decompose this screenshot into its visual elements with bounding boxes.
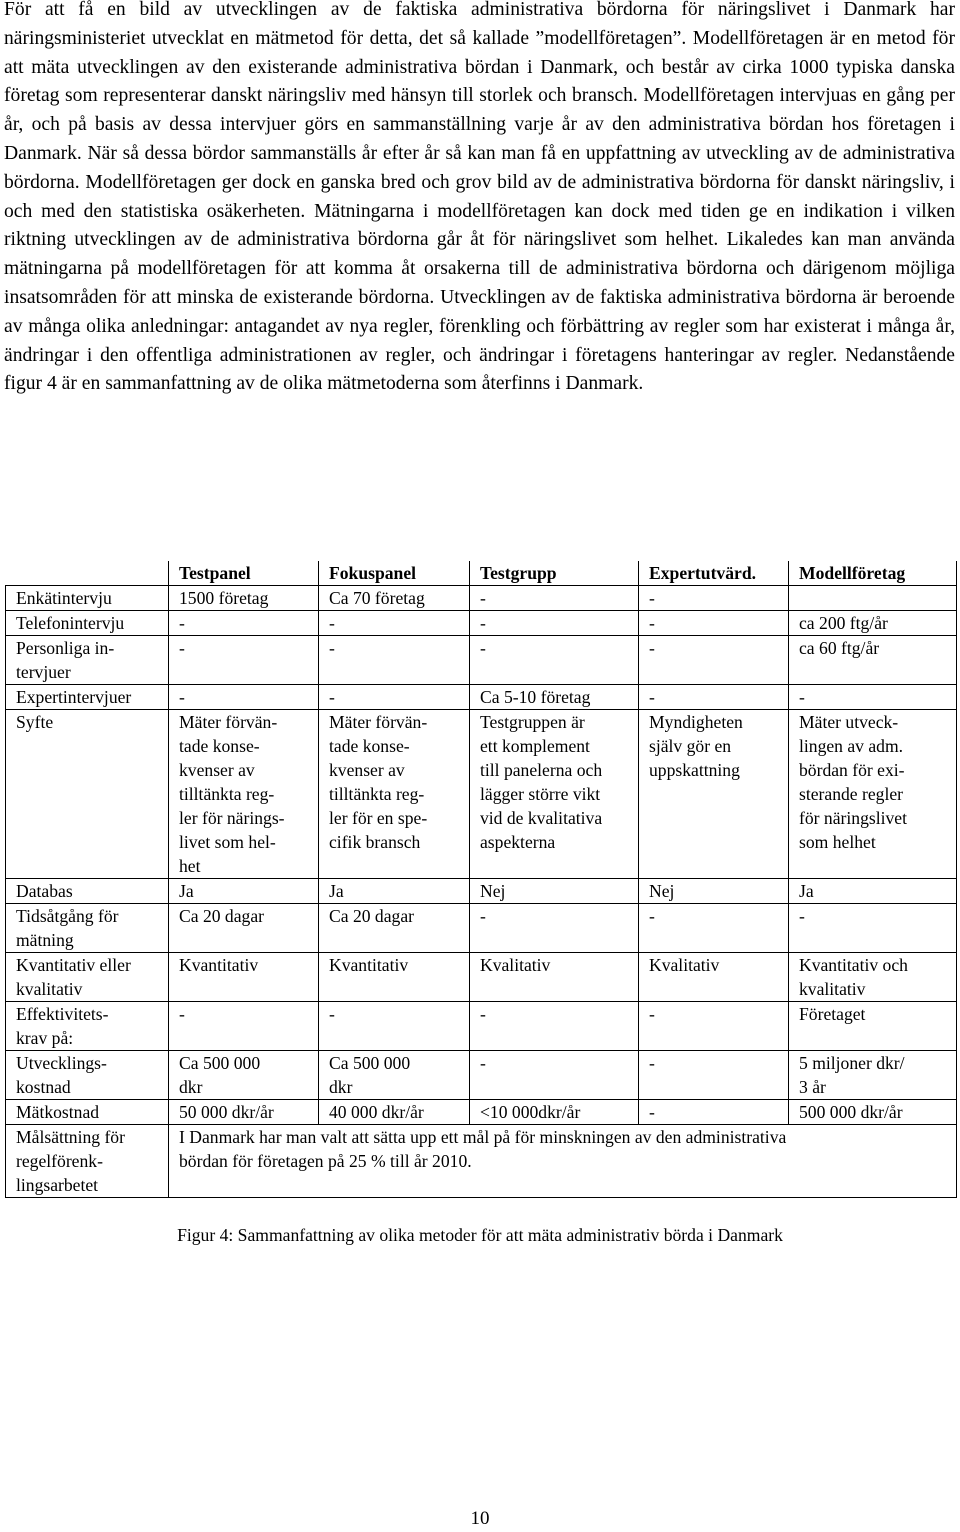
row-label-cell: Databas [6,879,169,904]
table-cell: ca 60 ftg/år [789,636,957,685]
table-cell: - [639,1002,789,1051]
table-cell: 5 miljoner dkr/ 3 år [789,1051,957,1100]
table-cell: Kvantitativ och kvalitativ [789,953,957,1002]
table-cell: - [639,1100,789,1125]
table-cell: - [639,904,789,953]
table-cell: - [639,1051,789,1100]
goal-label-cell: Målsättning för regelförenk- lingsarbetet [6,1125,169,1198]
table-cell: - [319,1002,470,1051]
table-cell: - [470,586,639,611]
table-cell: 500 000 dkr/år [789,1100,957,1125]
header-fokuspanel: Fokuspanel [319,561,470,586]
row-label-cell: Syfte [6,710,169,879]
methods-summary-table [5,561,957,1198]
table-cell: - [639,611,789,636]
table-cell: Ca 500 000 dkr [169,1051,319,1100]
table-cell: Mäter utveck- lingen av adm. bördan för exi- sterande regler för näringslivet som helhet [789,710,957,879]
row-label-cell: Telefonintervju [6,611,169,636]
page-number: 10 [470,1508,490,1529]
table-row [6,904,957,953]
header-modellforetag: Modellföretag [789,561,957,586]
table-cell: - [319,611,470,636]
row-label-cell: Kvantitativ eller kvalitativ [6,953,169,1002]
table-cell: Mäter förvän- tade konse- kvenser av tilltänkta reg- ler för en spe- cifik bransch [319,710,470,879]
body-paragraph: För att få en bild av utvecklingen av de faktiska administrativa bördorna för näringslivet i Danmark har näringsministeriet utvecklat en mätmetod för detta, det så kallade ”modellföretagen”. Modellföretagen är en metod för att mäta utvecklingen av den existerande administrativa bördan i Danmark, och består av cirka 1000 typiska danska företag som representerar danskt näringsliv med hänsyn till storlek och bransch. Modellföretagen intervjuas en gång per år, och på basis av dessa intervjuer görs en sammanställning varje år av den administrativa bördan hos företagen i Danmark. När så dessa bördor sammanställs år efter år så kan man få en uppfattning av utveckling av de administrativa bördorna. Modellföretagen ger dock en ganska bred och grov bild av de administrativa bördorna för danskt näringsliv, i och med den statistiska osäkerheten. Mätningarna i modellföretagen kan dock med tiden ge en indikation i vilken riktning utvecklingen av de administrativa bördorna går åt för näringslivet som helhet. Likaledes kan man använda mätningarna på modellföretagen för att komma åt orsakerna till de administrativa bördorna och därigenom möjliga insatsområden för att minska de existerande bördorna. Utvecklingen av de faktiska administrativa bördorna är beroende av många olika anledningar: antagandet av nya regler, förenkling och förbättring av regler som har existerat i många år, ändringar i den offentliga administrationen av regler, och ändringar i företagens hanteringar av regler. Nedanstående figur 4 är en sammanfattning av de olika mätmetoderna som återfinns i Danmark. [4,0,955,395]
table-cell: - [470,1051,639,1100]
table-cell: - [470,904,639,953]
table-cell: - [169,685,319,710]
header-corner-cell [6,561,169,586]
row-label-cell: Tidsåtgång för mätning [6,904,169,953]
table-cell: Nej [470,879,639,904]
table-cell: - [169,611,319,636]
table-header-row [6,561,957,586]
table-cell: Ca 20 dagar [319,904,470,953]
table-cell: - [169,636,319,685]
table-cell: 1500 företag [169,586,319,611]
table-cell: Testgruppen är ett komplement till panelerna och lägger större vikt vid de kvalitativa aspekterna [470,710,639,879]
table-body [6,586,957,1198]
table-cell: - [319,636,470,685]
row-label-cell: Enkätintervju [6,586,169,611]
table-row [6,1051,957,1100]
row-label-cell: Effektivitets- krav på: [6,1002,169,1051]
goal-row [6,1125,957,1198]
table-row [6,636,957,685]
table-cell: Ja [789,879,957,904]
table-row [6,586,957,611]
table-cell: - [789,685,957,710]
table-cell: - [470,611,639,636]
table-cell [789,586,957,611]
table-row [6,685,957,710]
table-cell: Kvantitativ [169,953,319,1002]
table-cell: Ja [319,879,470,904]
table-row [6,1002,957,1051]
row-label-cell: Mätkostnad [6,1100,169,1125]
row-label-cell: Utvecklings- kostnad [6,1051,169,1100]
table-cell: - [789,904,957,953]
goal-text-cell: I Danmark har man valt att sätta upp ett mål på för minskningen av den administrativa bördan för företagen på 25 % till år 2010. [169,1125,957,1198]
table-cell: Kvantitativ [319,953,470,1002]
table-cell: - [639,586,789,611]
header-testgrupp: Testgrupp [470,561,639,586]
table-row [6,710,957,879]
table-row [6,879,957,904]
table-cell: Ca 20 dagar [169,904,319,953]
table-cell: Kvalitativ [470,953,639,1002]
table-cell: - [470,636,639,685]
table-cell: <10 000dkr/år [470,1100,639,1125]
header-testpanel: Testpanel [169,561,319,586]
figure-caption: Figur 4: Sammanfattning av olika metoder för att mäta administrativ börda i Danmark [177,1225,783,1245]
table-row [6,953,957,1002]
table-cell: Nej [639,879,789,904]
table-cell: Ca 70 företag [319,586,470,611]
table-cell: - [639,636,789,685]
table-cell: Ja [169,879,319,904]
header-expertutvard: Expertutvärd. [639,561,789,586]
row-label-cell: Expertintervjuer [6,685,169,710]
table-cell: - [639,685,789,710]
row-label-cell: Personliga in- tervjuer [6,636,169,685]
table-cell: Företaget [789,1002,957,1051]
table-header [6,561,957,586]
table-cell: Myndigheten själv gör en uppskattning [639,710,789,879]
table-row [6,1100,957,1125]
table-cell: ca 200 ftg/år [789,611,957,636]
table-row [6,611,957,636]
table-cell: Ca 5-10 företag [470,685,639,710]
table-cell: - [470,1002,639,1051]
table-cell: Kvalitativ [639,953,789,1002]
table-cell: - [319,685,470,710]
table-cell: - [169,1002,319,1051]
table-cell: 40 000 dkr/år [319,1100,470,1125]
table-cell: 50 000 dkr/år [169,1100,319,1125]
table-cell: Ca 500 000 dkr [319,1051,470,1100]
table-cell: Mäter förvän- tade konse- kvenser av tilltänkta reg- ler för närings- livet som hel- het [169,710,319,879]
